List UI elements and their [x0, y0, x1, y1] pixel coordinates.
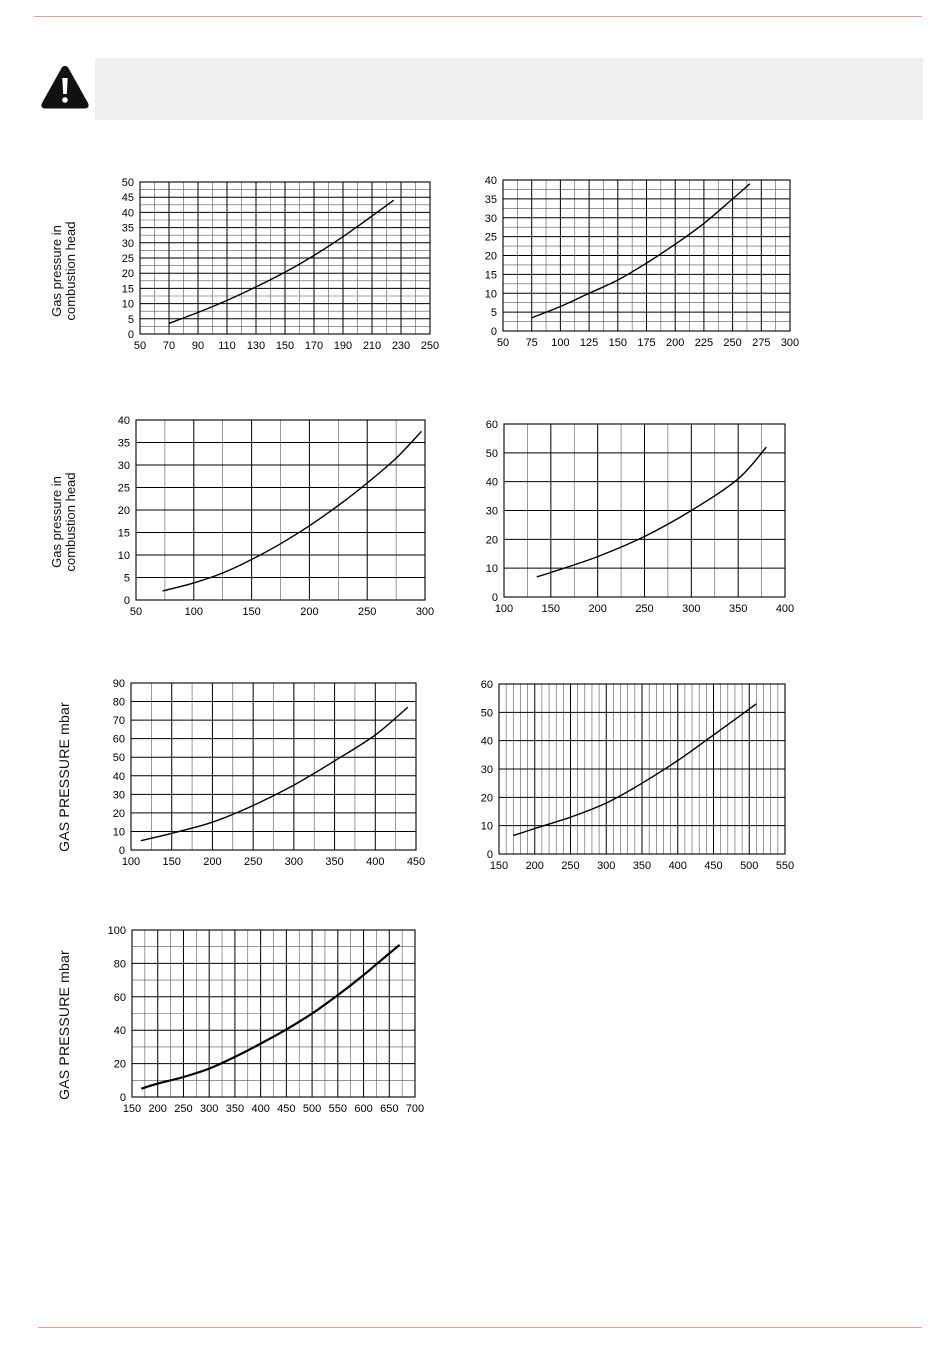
y-tick-label: 35	[117, 437, 130, 450]
x-tick-label: 190	[333, 340, 353, 352]
chart-6	[481, 679, 794, 872]
y-tick-label: 30	[117, 460, 130, 472]
x-tick-label: 175	[637, 337, 656, 349]
y-tick-label: 60	[113, 991, 126, 1004]
x-tick-label: 150	[489, 860, 509, 872]
y-tick-label: 5	[123, 572, 130, 585]
x-tick-label: 150	[275, 340, 295, 352]
chart-7	[108, 925, 425, 1115]
y-tick-label: 35	[484, 193, 497, 206]
x-tick-label: 150	[608, 337, 627, 349]
y-tick-label: 100	[107, 925, 126, 937]
y-tick-label: 40	[117, 415, 130, 427]
x-tick-label: 170	[304, 340, 324, 352]
chart-4	[486, 419, 794, 615]
y-tick-label: 20	[112, 807, 125, 820]
y-tick-label: 50	[121, 177, 134, 189]
chart-1	[122, 177, 439, 352]
x-tick-label: 450	[277, 1103, 296, 1115]
x-tick-label: 300	[780, 337, 800, 349]
y-tick-label: 0	[123, 595, 130, 607]
x-tick-label: 700	[405, 1103, 425, 1115]
ylabel-chart-7: GAS PRESSURE mbar	[56, 950, 72, 1100]
x-tick-label: 150	[242, 606, 261, 618]
x-tick-label: 50	[133, 340, 147, 352]
y-tick-label: 0	[119, 1092, 126, 1104]
series-line	[537, 447, 767, 577]
series-line	[532, 184, 750, 318]
y-tick-label: 60	[485, 419, 498, 431]
y-tick-label: 20	[484, 250, 497, 263]
x-tick-label: 200	[666, 337, 685, 349]
y-tick-label: 10	[112, 826, 125, 839]
chart-3	[118, 415, 434, 618]
x-tick-label: 125	[579, 337, 599, 349]
y-tick-label: 10	[485, 563, 498, 576]
ylabel-chart-3: Gas pressure in combustion head	[49, 472, 78, 572]
x-tick-label: 250	[723, 337, 742, 349]
series-line	[169, 200, 394, 323]
x-tick-label: 225	[694, 337, 714, 349]
x-tick-label: 350	[728, 603, 748, 615]
x-tick-label: 300	[200, 1103, 219, 1115]
x-tick-label: 600	[354, 1103, 373, 1115]
y-tick-label: 0	[490, 326, 497, 338]
y-tick-label: 80	[112, 696, 125, 709]
y-tick-label: 30	[121, 237, 134, 250]
x-tick-label: 100	[184, 606, 203, 618]
x-tick-label: 210	[362, 340, 382, 352]
y-tick-label: 30	[484, 212, 497, 225]
x-tick-label: 400	[366, 856, 385, 868]
y-tick-label: 40	[113, 1025, 126, 1038]
x-tick-label: 400	[775, 603, 795, 615]
x-tick-label: 500	[302, 1103, 322, 1115]
y-tick-label: 5	[127, 313, 134, 326]
x-tick-label: 100	[121, 856, 141, 868]
y-tick-label: 15	[117, 527, 130, 540]
x-tick-label: 300	[415, 606, 435, 618]
x-tick-label: 200	[525, 860, 544, 872]
x-tick-label: 350	[325, 856, 344, 868]
y-tick-label: 10	[117, 550, 130, 562]
y-tick-label: 40	[480, 735, 493, 748]
x-tick-label: 650	[380, 1103, 399, 1115]
x-tick-label: 90	[191, 340, 205, 352]
x-tick-label: 250	[561, 860, 580, 872]
series-line	[141, 945, 399, 1089]
x-tick-label: 550	[775, 860, 795, 872]
x-tick-label: 50	[129, 606, 143, 618]
ylabel-chart-5: GAS PRESSURE mbar	[56, 702, 72, 852]
y-tick-label: 15	[484, 269, 497, 282]
x-tick-label: 450	[704, 860, 723, 872]
y-tick-label: 35	[121, 222, 134, 235]
x-tick-label: 150	[122, 1103, 142, 1115]
y-tick-label: 20	[117, 505, 130, 517]
x-tick-label: 275	[752, 337, 771, 349]
y-tick-label: 30	[480, 764, 493, 776]
x-tick-label: 300	[682, 603, 701, 615]
x-tick-label: 200	[148, 1103, 167, 1115]
y-tick-label: 30	[485, 505, 498, 518]
y-tick-label: 40	[121, 207, 134, 220]
x-tick-label: 100	[494, 603, 514, 615]
y-tick-label: 10	[121, 298, 134, 311]
y-tick-label: 50	[112, 752, 125, 765]
y-tick-label: 10	[480, 820, 493, 833]
x-tick-label: 350	[225, 1103, 245, 1115]
x-tick-label: 130	[246, 340, 266, 352]
y-tick-label: 70	[112, 715, 125, 728]
y-tick-label: 20	[121, 268, 134, 281]
x-tick-label: 250	[635, 603, 654, 615]
series-line	[141, 707, 408, 841]
y-tick-label: 50	[485, 447, 498, 460]
y-tick-label: 60	[112, 733, 125, 746]
x-tick-label: 150	[162, 856, 181, 868]
x-tick-label: 350	[632, 860, 652, 872]
x-tick-label: 150	[541, 603, 561, 615]
x-tick-label: 70	[162, 340, 176, 352]
y-tick-label: 40	[485, 476, 498, 489]
y-tick-label: 15	[121, 283, 134, 296]
y-tick-label: 60	[480, 679, 493, 691]
x-tick-label: 75	[525, 337, 538, 349]
y-tick-label: 25	[121, 253, 134, 265]
y-tick-label: 0	[491, 592, 498, 604]
y-tick-label: 80	[113, 958, 126, 971]
y-tick-label: 90	[112, 678, 125, 690]
x-tick-label: 200	[203, 856, 222, 868]
x-tick-label: 110	[218, 340, 236, 352]
chart-2	[485, 175, 799, 349]
ylabel-chart-1: Gas pressure in combustion head	[49, 221, 78, 321]
x-tick-label: 250	[358, 606, 377, 618]
y-tick-label: 10	[484, 288, 497, 301]
x-tick-label: 500	[740, 860, 759, 872]
x-tick-label: 250	[174, 1103, 193, 1115]
x-tick-label: 550	[328, 1103, 347, 1115]
y-tick-label: 25	[117, 482, 130, 495]
y-tick-label: 0	[127, 329, 134, 341]
y-tick-label: 20	[480, 792, 493, 805]
x-tick-label: 300	[284, 856, 304, 868]
y-tick-label: 40	[112, 770, 125, 783]
y-tick-label: 20	[113, 1058, 126, 1071]
x-tick-label: 450	[406, 856, 426, 868]
x-tick-label: 400	[668, 860, 687, 872]
x-tick-label: 200	[588, 603, 607, 615]
y-tick-label: 25	[484, 231, 497, 244]
y-tick-label: 20	[485, 534, 498, 547]
y-tick-label: 45	[121, 192, 134, 205]
y-tick-label: 30	[112, 789, 125, 802]
series-line	[163, 431, 422, 591]
x-tick-label: 100	[551, 337, 570, 349]
x-tick-label: 230	[391, 340, 411, 352]
x-tick-label: 300	[597, 860, 616, 872]
x-tick-label: 400	[251, 1103, 270, 1115]
y-tick-label: 0	[486, 849, 493, 861]
x-tick-label: 200	[300, 606, 319, 618]
y-tick-label: 40	[484, 175, 497, 187]
chart-5	[113, 678, 425, 868]
x-tick-label: 50	[496, 337, 510, 349]
y-tick-label: 50	[480, 707, 493, 720]
y-tick-label: 5	[490, 307, 497, 320]
x-tick-label: 250	[243, 856, 263, 868]
y-tick-label: 0	[118, 845, 125, 857]
x-tick-label: 250	[420, 340, 440, 352]
